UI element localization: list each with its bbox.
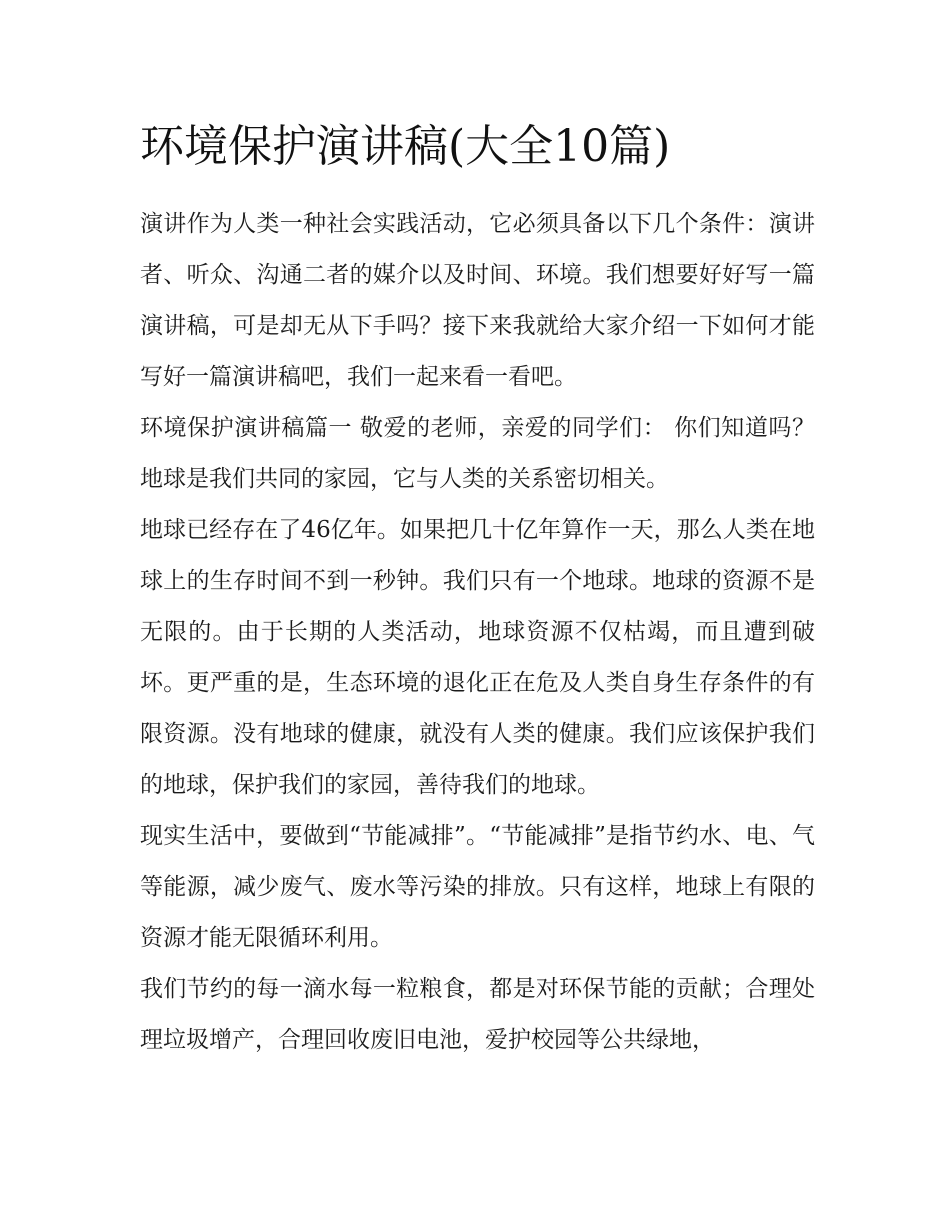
document-title: 环境保护演讲稿(大全10篇): [140, 121, 671, 172]
document-body: [140, 199, 815, 1066]
paragraph-actions: 我们节约的每一滴水每一粒粮食，都是对环保节能的贡献；合理处理垃圾增产，合理回收废旧电池，爱护校园等公共绿地，: [140, 976, 815, 1053]
paragraph-energy-saving: 现实生活中，要做到“节能减排”。“节能减排”是指节约水、电、气等能源，减少废气、废水等污染的排放。只有这样，地球上有限的资源才能无限循环利用。: [140, 823, 815, 951]
paragraph-intro: 演讲作为人类一种社会实践活动，它必须具备以下几个条件：演讲者、听众、沟通二者的媒介以及时间、环境。我们想要好好写一篇演讲稿，可是却无从下手吗？接下来我就给大家介绍一下如何才能写好一篇演讲稿吧，我们一起来看一看吧。: [140, 211, 815, 390]
paragraph-opening: 环境保护演讲稿篇一 敬爱的老师，亲爱的同学们： 你们知道吗？地球是我们共同的家园，它与人类的关系密切相关。: [140, 415, 815, 492]
paragraph-earth: 地球已经存在了46亿年。如果把几十亿年算作一天，那么人类在地球上的生存时间不到一秒钟。我们只有一个地球。地球的资源不是无限的。由于长期的人类活动，地球资源不仅枯竭，而且遭到破坏。更严重的是，生态环境的退化正在危及人类自身生存条件的有限资源。没有地球的健康，就没有人类的健康。我们应该保护我们的地球，保护我们的家园，善待我们的地球。: [140, 517, 815, 798]
